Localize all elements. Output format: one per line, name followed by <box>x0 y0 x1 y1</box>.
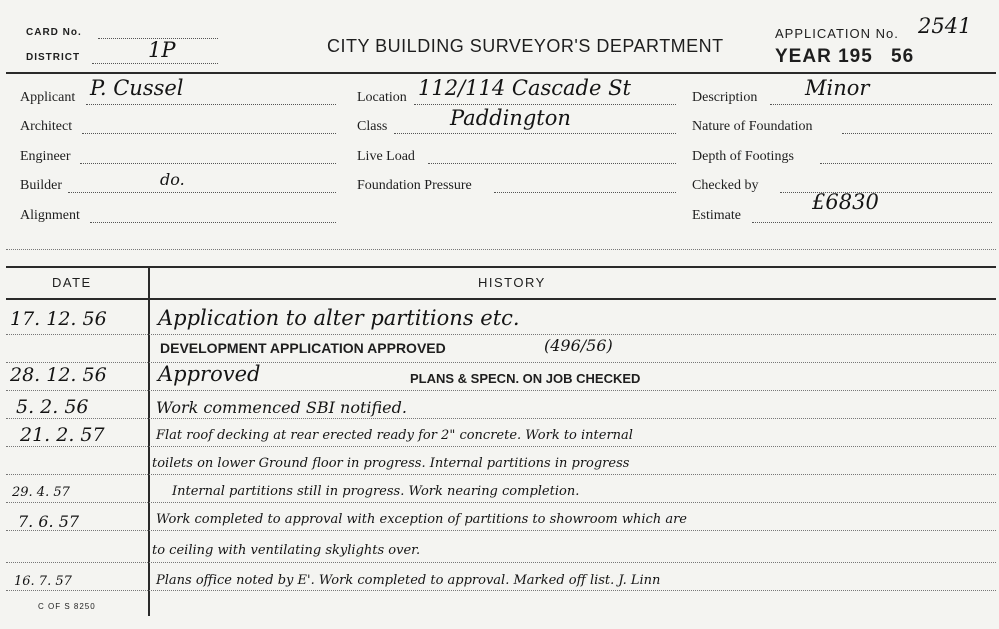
foundation-pressure-label: Foundation Pressure <box>357 178 472 193</box>
year-value: 56 <box>891 46 915 67</box>
history-entry: toilets on lower Ground floor in progress. Internal partitions in progress <box>152 456 630 471</box>
plans-checked-stamp: PLANS & SPECN. ON JOB CHECKED <box>410 371 641 386</box>
history-date: 17. 12. 56 <box>10 308 107 330</box>
table-header-rule <box>6 298 996 300</box>
description-line <box>770 104 992 105</box>
district-value: 1P <box>148 38 176 62</box>
card-no-label: CARD No. <box>26 27 82 38</box>
development-approved-ref: (496/56) <box>544 336 613 355</box>
history-date: 29. 4. 57 <box>12 485 70 500</box>
fields-bottom-line <box>6 249 996 250</box>
applicant-line <box>86 104 336 105</box>
row-line-4 <box>6 418 996 419</box>
application-label: APPLICATION No. <box>775 26 899 41</box>
foundation-pressure-line <box>494 192 676 193</box>
application-value: 2541 <box>918 14 972 38</box>
builder-value: do. <box>160 170 185 189</box>
row-line-8 <box>6 530 996 531</box>
engineer-label: Engineer <box>20 149 71 164</box>
department-title: CITY BUILDING SURVEYOR'S DEPARTMENT <box>327 36 724 56</box>
builder-line <box>68 192 336 193</box>
history-entry: Work commenced SBI notified. <box>156 398 407 417</box>
history-date: 16. 7. 57 <box>14 574 72 589</box>
live-load-label: Live Load <box>357 149 415 164</box>
alignment-label: Alignment <box>20 208 80 223</box>
architect-label: Architect <box>20 119 73 134</box>
history-entry: Internal partitions still in progress. Work nearing completion. <box>172 484 580 499</box>
engineer-line <box>80 163 336 164</box>
history-date: 28. 12. 56 <box>10 364 107 386</box>
class-value: Paddington <box>450 106 571 130</box>
history-entry: Flat roof decking at rear erected ready for 2" concrete. Work to internal <box>156 428 633 443</box>
nature-of-foundation-line <box>842 133 992 134</box>
estimate-label: Estimate <box>692 208 741 223</box>
history-date: 5. 2. 56 <box>16 396 89 418</box>
table-top-rule <box>6 266 996 268</box>
year-label: YEAR 195 <box>775 46 873 67</box>
row-line-10 <box>6 590 996 591</box>
nature-of-foundation-label: Nature of Foundation <box>692 119 813 134</box>
alignment-line <box>90 222 336 223</box>
district-line <box>92 63 218 64</box>
history-date: 21. 2. 57 <box>20 424 105 446</box>
header-rule <box>6 72 996 74</box>
row-line-5 <box>6 446 996 447</box>
class-label: Class <box>357 119 388 134</box>
architect-line <box>82 133 336 134</box>
development-approved-stamp: DEVELOPMENT APPLICATION APPROVED <box>160 340 446 356</box>
row-line-3 <box>6 390 996 391</box>
history-entry: Plans office noted by E'. Work completed to approval. Marked off list. J. Linn <box>156 573 661 588</box>
live-load-line <box>428 163 676 164</box>
depth-of-footings-line <box>820 163 992 164</box>
date-header: DATE <box>52 275 92 290</box>
estimate-line <box>752 222 992 223</box>
builder-label: Builder <box>20 178 62 193</box>
checked-by-label: Checked by <box>692 178 759 193</box>
row-line-1 <box>6 334 996 335</box>
location-label: Location <box>357 90 407 105</box>
row-line-6 <box>6 474 996 475</box>
location-line <box>414 104 676 105</box>
applicant-label: Applicant <box>20 90 76 105</box>
form-code: C OF S 8250 <box>38 602 96 611</box>
class-line <box>394 133 676 134</box>
depth-of-footings-label: Depth of Footings <box>692 149 794 164</box>
applicant-value: P. Cussel <box>90 76 184 100</box>
history-entry: Approved <box>158 362 261 386</box>
history-entry: Application to alter partitions etc. <box>158 306 520 330</box>
history-date: 7. 6. 57 <box>18 512 80 531</box>
row-line-9 <box>6 562 996 563</box>
history-entry: Work completed to approval with exception of partitions to showroom which are <box>156 512 687 527</box>
description-label: Description <box>692 90 758 105</box>
history-header: HISTORY <box>478 275 546 290</box>
row-line-2 <box>6 362 996 363</box>
description-value: Minor <box>805 76 870 100</box>
location-value: 112/114 Cascade St <box>418 76 631 100</box>
estimate-value: £6830 <box>812 190 879 214</box>
row-line-7 <box>6 502 996 503</box>
history-entry: to ceiling with ventilating skylights over. <box>152 543 421 558</box>
date-column-divider <box>148 266 150 616</box>
district-label: DISTRICT <box>26 52 81 63</box>
